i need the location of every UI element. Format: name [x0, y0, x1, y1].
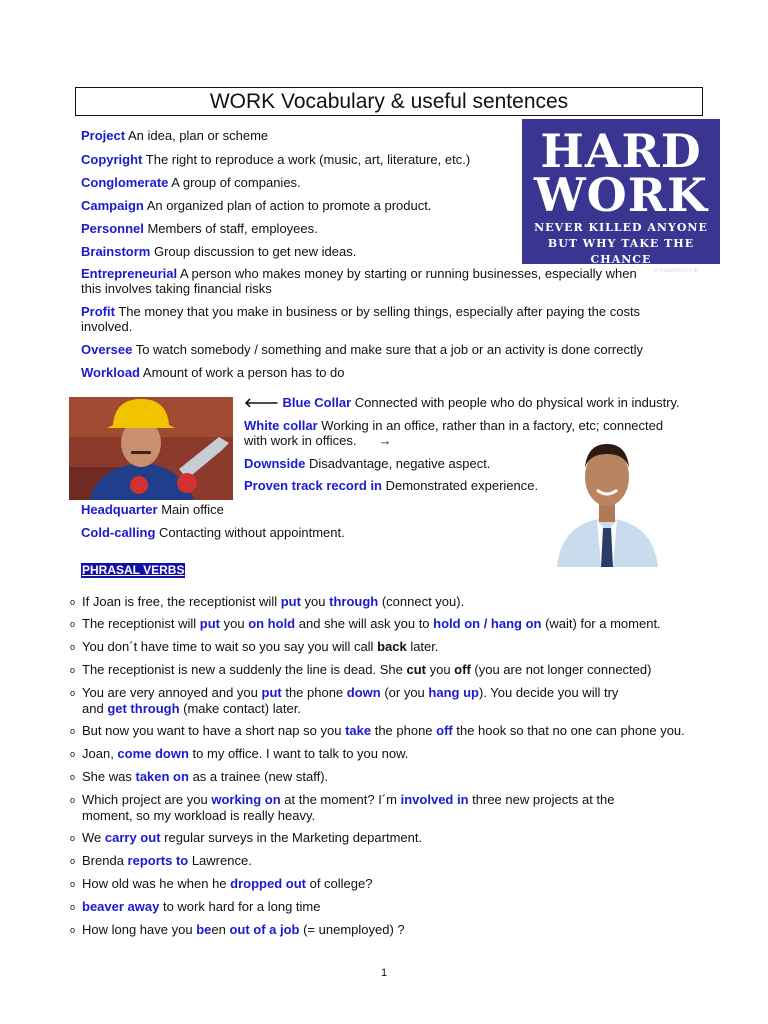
- phrasal-verb: down: [346, 685, 381, 700]
- vocab-item: [81, 198, 721, 213]
- sentence-text: We: [82, 830, 105, 845]
- phrasal-sentence: [70, 746, 760, 762]
- vocab-term: Oversee: [81, 342, 133, 357]
- sentence-text: You don´t have time to wait so you say you will call: [82, 639, 378, 654]
- vocab-item-downside: [244, 456, 564, 471]
- sentence-text: regular surveys in the Marketing department.: [160, 830, 423, 845]
- vocab-definition: A group of companies.: [168, 175, 301, 190]
- vocab-term: Profit: [81, 304, 115, 319]
- page-number: 1: [380, 967, 388, 979]
- sentence-text: (= unemployed) ?: [299, 922, 405, 937]
- phrasal-verb: involved in: [400, 792, 469, 807]
- phrasal-verb: out of a job: [229, 922, 300, 937]
- sentence-text: You are very annoyed and you: [82, 685, 262, 700]
- sentence-text: Brenda: [82, 853, 128, 868]
- poster-line-never: NEVER KILLED ANYONE: [534, 221, 708, 234]
- sentence-text: you: [300, 594, 330, 609]
- vocab-item: [81, 244, 721, 259]
- vocab-item: [81, 342, 721, 357]
- bullet-icon: o: [70, 772, 76, 782]
- bullet-icon: o: [70, 619, 76, 629]
- vocab-definition: An organized plan of action to promote a product.: [143, 198, 432, 213]
- vocab-definition: Contacting without appointment.: [155, 525, 345, 540]
- phrasal-verb: working on: [211, 792, 281, 807]
- sentence-text: How old was he when he: [82, 876, 231, 891]
- vocab-item: [81, 221, 721, 236]
- phrasal-verb: take: [345, 723, 372, 738]
- sentence-text: as a trainee (new staff).: [188, 769, 329, 784]
- vocab-term: Brainstorm: [81, 244, 151, 259]
- sentence-text: moment, so my workload is really heavy.: [82, 808, 316, 823]
- vocab-term: Project: [81, 128, 126, 143]
- phrasal-verb: hang up: [428, 685, 479, 700]
- phrasal-verb: reports to: [127, 853, 189, 868]
- phrasal-verb: hold on / hang on: [433, 616, 542, 631]
- vocab-term: Headquarter: [81, 502, 158, 517]
- left-arrow-icon: 🡐: [244, 395, 279, 410]
- vocab-definition: Working in an office, rather than in a factory, etc; connected: [317, 418, 664, 433]
- phrasal-sentence: [70, 685, 760, 716]
- poster-line-work: WORK: [534, 168, 708, 222]
- phrasal-verb: put: [199, 616, 220, 631]
- poster-line-chance: BUT WHY TAKE THE CHANCE: [547, 237, 695, 266]
- phrasal-verb: back: [377, 639, 407, 654]
- vocab-item-blue-collar: [244, 395, 714, 410]
- sentence-text: and she will ask you to: [295, 616, 434, 631]
- phrasal-verb: come down: [117, 746, 189, 761]
- sentence-text: to work hard for a long time: [159, 899, 321, 914]
- vocab-definition: The right to reproduce a work (music, art, literature, etc.): [142, 152, 471, 167]
- phrasal-verb: cut: [406, 662, 426, 677]
- phrasal-verb: on hold: [248, 616, 296, 631]
- vocab-term: Blue Collar: [282, 395, 352, 410]
- phrasal-verb: beaver away: [82, 899, 160, 914]
- bullet-icon: o: [70, 902, 76, 912]
- sentence-text: you: [425, 662, 455, 677]
- vocab-term: Copyright: [81, 152, 143, 167]
- vocab-term: Conglomerate: [81, 175, 169, 190]
- sentence-text: (make contact) later.: [179, 701, 301, 716]
- poster-line-hard: HARD: [540, 124, 702, 178]
- vocab-term: Entrepreneurial: [81, 266, 178, 281]
- phrasal-sentence: [70, 723, 760, 739]
- phrasal-sentence: [70, 853, 760, 869]
- phrasal-verb: through: [329, 594, 379, 609]
- vocab-item: [81, 365, 721, 380]
- sentence-text: The receptionist will: [82, 616, 200, 631]
- bullet-icon: o: [70, 795, 76, 805]
- sentence-text: Lawrence.: [188, 853, 252, 868]
- phrasal-sentence: [70, 769, 760, 785]
- sentence-text: The receptionist is new a suddenly the line is dead. She: [82, 662, 407, 677]
- phrasal-verb: put: [261, 685, 282, 700]
- vocab-definition: Connected with people who do physical work in industry.: [351, 395, 680, 410]
- bullet-icon: o: [70, 665, 76, 675]
- sentence-text: Joan,: [82, 746, 118, 761]
- sentence-text: She was: [82, 769, 136, 784]
- bullet-icon: o: [70, 879, 76, 889]
- phrasal-verb: off: [436, 723, 453, 738]
- sentence-text: three new projects at the: [468, 792, 615, 807]
- vocab-item-headquarter: [81, 502, 381, 517]
- sentence-text: of college?: [305, 876, 373, 891]
- sentence-text: to my office. I want to talk to you now.: [188, 746, 409, 761]
- vocab-item-cold-calling: [81, 525, 481, 540]
- vocab-term: Proven track record in: [244, 478, 382, 493]
- phrasal-verbs-heading: PHRASAL VERBS: [82, 563, 185, 577]
- vocab-definition: Demonstrated experience.: [382, 478, 539, 493]
- phrasal-sentence: [70, 662, 760, 678]
- vocab-term: Personnel: [81, 221, 144, 236]
- bullet-icon: o: [70, 749, 76, 759]
- vocab-item-white-collar: [244, 418, 714, 448]
- bullet-icon: o: [70, 642, 76, 652]
- vocab-definition: The money that you make in business or by selling things, especially after paying the costs: [114, 304, 641, 319]
- vocab-item: [81, 152, 721, 167]
- sentence-text: you: [220, 616, 249, 631]
- sentence-text: the phone: [281, 685, 347, 700]
- vocab-definition: A person who makes money by starting or running businesses, especially when: [177, 266, 637, 281]
- vocab-definition: Main office: [157, 502, 224, 517]
- bullet-icon: o: [70, 726, 76, 736]
- sentence-text: Which project are you: [82, 792, 212, 807]
- phrasal-sentence: [70, 830, 760, 846]
- sentence-text: en: [211, 922, 230, 937]
- vocab-definition-cont: this involves taking financial risks: [81, 281, 272, 296]
- phrasal-sentence: [70, 899, 760, 915]
- sentence-text: (wait) for a moment.: [541, 616, 661, 631]
- phrasal-verb: get through: [107, 701, 180, 716]
- vocab-definition-cont: involved.: [81, 319, 133, 334]
- sentence-text: the phone: [371, 723, 437, 738]
- sentence-text: the hook so that no one can phone you.: [452, 723, 685, 738]
- phrasal-sentence: [70, 792, 760, 823]
- phrasal-verb: be: [196, 922, 212, 937]
- vocab-definition: Amount of work a person has to do: [140, 365, 345, 380]
- phrasal-verb: carry out: [104, 830, 161, 845]
- vocab-item: [81, 304, 721, 334]
- vocab-term: Downside: [244, 456, 306, 471]
- bullet-icon: o: [70, 925, 76, 935]
- phrasal-sentence: [70, 616, 760, 632]
- right-arrow-icon: →: [378, 433, 392, 448]
- sentence-text: But now you want to have a short nap so you: [82, 723, 346, 738]
- vocab-term: Campaign: [81, 198, 144, 213]
- vocab-definition: Disadvantage, negative aspect.: [305, 456, 491, 471]
- sentence-text: later.: [406, 639, 439, 654]
- bullet-icon: o: [70, 597, 76, 607]
- vocab-definition: Group discussion to get new ideas.: [150, 244, 357, 259]
- poster-credit: ©T-SHIRT.CO.UK: [653, 268, 698, 274]
- vocab-term: Cold-calling: [81, 525, 156, 540]
- phrasal-sentence: [70, 639, 760, 655]
- sentence-text: How long have you: [82, 922, 197, 937]
- page-title: WORK Vocabulary & useful sentences: [75, 87, 703, 116]
- vocab-item-proven-track-record: [244, 478, 574, 493]
- vocab-item: [81, 175, 721, 190]
- sentence-text: (or you: [380, 685, 429, 700]
- bullet-icon: o: [70, 688, 76, 698]
- sentence-text: If Joan is free, the receptionist will: [82, 594, 281, 609]
- vocab-term: White collar: [244, 418, 318, 433]
- sentence-text: (connect you).: [378, 594, 465, 609]
- office-worker-photo: [557, 432, 658, 567]
- sentence-text: at the moment? I´m: [280, 792, 401, 807]
- vocab-item: [81, 266, 721, 296]
- vocab-term: Workload: [81, 365, 140, 380]
- phrasal-sentence: [70, 594, 760, 610]
- bullet-icon: o: [70, 833, 76, 843]
- phrasal-sentence: [70, 922, 760, 938]
- vocab-item: [81, 128, 721, 143]
- vocab-definition: Members of staff, employees.: [143, 221, 318, 236]
- vocab-definition: To watch somebody / something and make sure that a job or an activity is done correctly: [132, 342, 643, 357]
- phrasal-verb: dropped out: [230, 876, 306, 891]
- vocab-definition-cont: with work in offices.: [244, 433, 357, 448]
- construction-worker-photo: [69, 397, 233, 500]
- phrasal-sentence: [70, 876, 760, 892]
- bullet-icon: o: [70, 856, 76, 866]
- sentence-text: and: [82, 701, 108, 716]
- phrasal-verb: taken on: [135, 769, 189, 784]
- phrasal-verb: put: [280, 594, 301, 609]
- vocab-definition: An idea, plan or scheme: [125, 128, 269, 143]
- sentence-text: ). You decide you will try: [478, 685, 619, 700]
- phrasal-verb: off: [454, 662, 471, 677]
- sentence-text: (you are not longer connected): [470, 662, 652, 677]
